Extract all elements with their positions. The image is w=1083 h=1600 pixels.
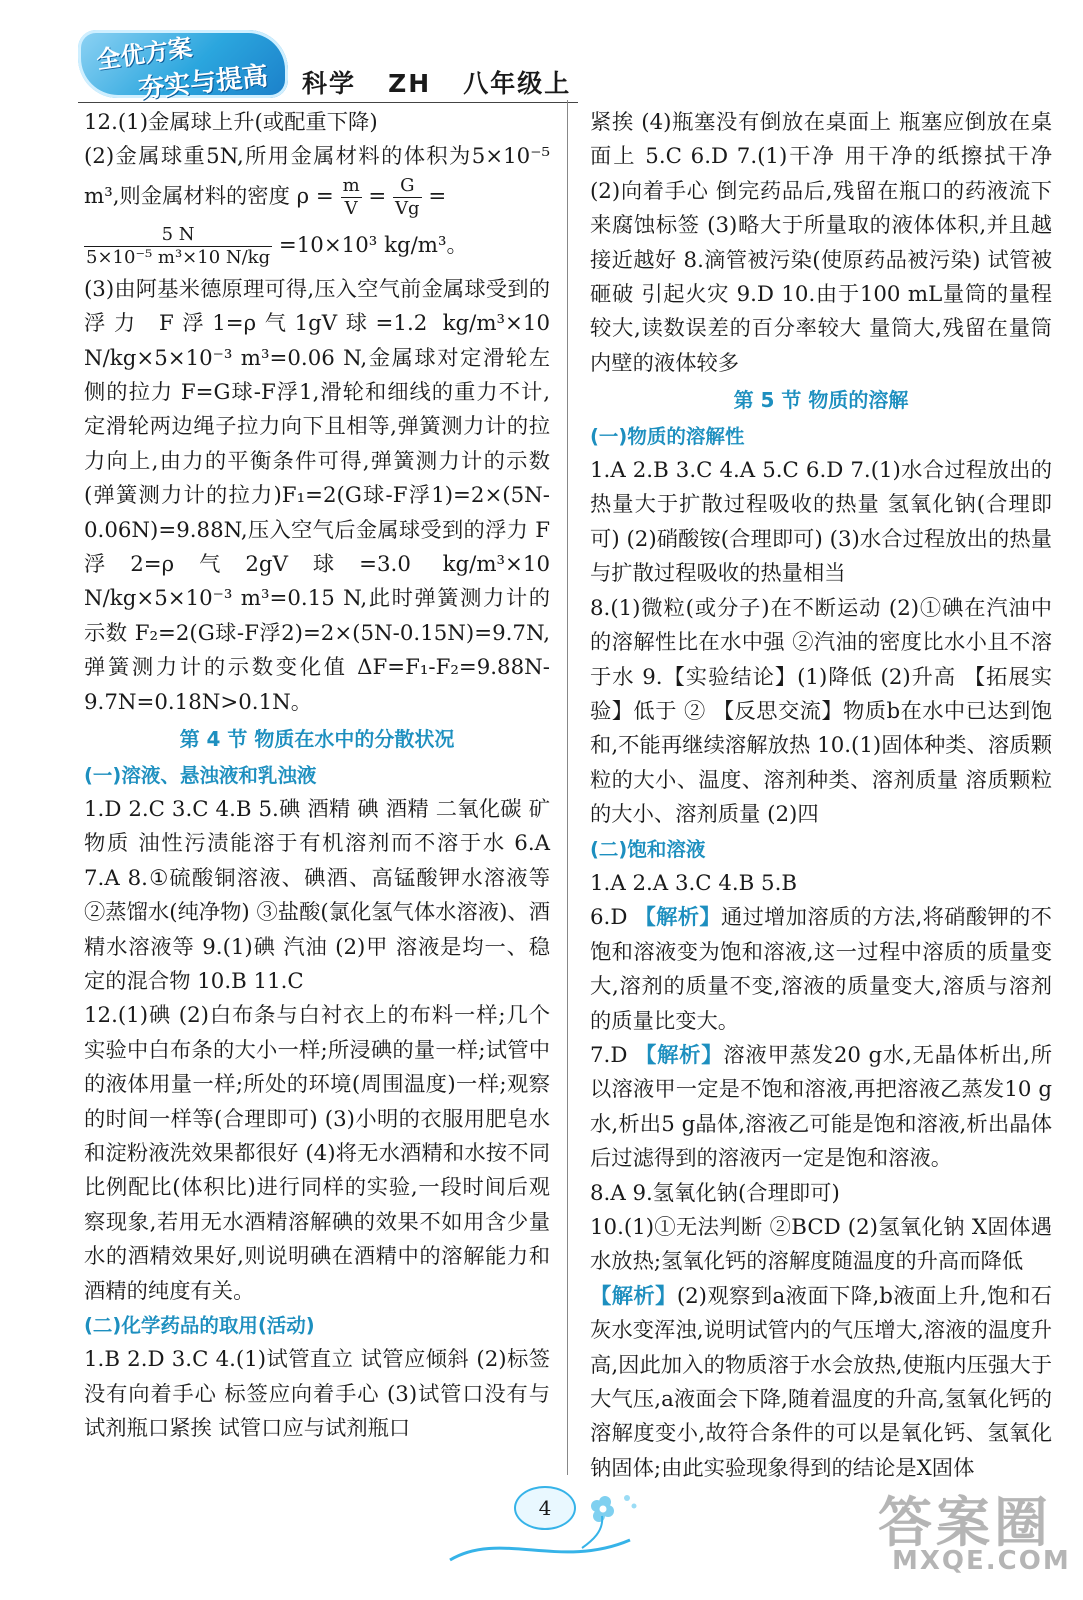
answer-6-analysis: 通过增加溶质的方法,将硝酸钾的不饱和溶液变为饱和溶液,这一过程中溶质的质量变大,溶剂的质量不变,溶液的质量变大,溶质与溶剂的质量比变大。 [590, 905, 1052, 1034]
answer-12-3: (3)由阿基米德原理可得,压入空气前金属球受到的浮力 F浮1=ρ气1gV球=1.2 kg/m³×10 N/kg×5×10⁻³ m³=0.06 N,金属球对定滑轮左侧的拉力 F=G球-F浮1,滑轮和细线的重力不计,定滑轮两边绳子拉力向下且相等,弹簧测力计的拉力向上,由力的平衡条件可得,弹簧测力计的示数(弹簧测力计的拉力)F₁=2(G球-F浮1)=2×(5N-0.06N)=9.88N,压入空气后金属球受到的浮力 F浮2=ρ气2gV球=3.0 kg/m³×10 N/kg×5×10⁻³ m³=0.15 N,此时弹簧测力计的示数 F₂=2(G球-F浮2)=2×(5N-0.15N)=9.7N,弹簧测力计的示数变化值 ΔF=F₁-F₂=9.88N-9.7N=0.18N>0.1N。 [84, 276, 550, 715]
fraction-numerator: m [342, 174, 360, 196]
answers-5-8-9: 8.A 9.氢氧化钠(合理即可) [590, 1180, 840, 1206]
answers-4-2-continued: 紧挨 (4)瓶塞没有倒放在桌面上 瓶塞应倒放在桌面上 5.C 6.D 7.(1)干净 用干净的纸擦拭干净 (2)向着手心 倒完药品后,残留在瓶口的药液流下来腐蚀标签 (3)略大于所量取的液体体积,并且越接近越好 8.滴管被污染(使原药品被污染) 试管被砸破 引起火灾 9.D 10.由于100 mL量筒的量程较大,读数误差的百分率较大 量筒大,残留在量筒内壁的液体较多 [590, 110, 1052, 376]
fraction-numerator: 5 N [84, 224, 272, 247]
density-result: =10×10³ kg/m³。 [272, 232, 468, 258]
logo-line1: 全优方案 [94, 33, 194, 75]
answers-5-1: 1.A 2.B 3.C 4.A 5.C 6.D 7.(1)水合过程放出的热量大于扩散过程吸收的热量 氢氧化钠(合理即可) (2)硝酸铵(合理即可) (3)水合过程放出的热量与扩散过程吸收的热量相当 [590, 458, 1052, 587]
answer-5-7 [590, 1039, 1052, 1177]
answer-7-key: 7.D [590, 1042, 635, 1068]
answer-5-10: 10.(1)①无法判断 ②BCD (2)氢氧化钠 X固体遇水放热;氢氧化钙的溶解度随温度的升高而降低 [590, 1215, 1052, 1275]
page-number: 4 [514, 1486, 576, 1530]
fraction-density [84, 224, 272, 269]
fraction-denominator: Vg [395, 197, 420, 219]
subsection-saturated: (二)饱和溶液 [590, 837, 706, 861]
answers-4-2: 1.B 2.D 3.C 4.(1)试管直立 试管应倾斜 (2)标签没有向着手心 标签应向着手心 (3)试管口没有与试剂瓶口紧挨 试管口应与试剂瓶口 [84, 1347, 550, 1442]
answer-12-2-text: (2)金属球重5N,所用金属材料的体积为5×10⁻⁵ m³,则金属材料的密度 ρ = [84, 144, 550, 209]
subsection-chemical-handling: (二)化学药品的取用(活动) [84, 1314, 315, 1337]
watermark-text: 答案圈 [878, 1491, 1052, 1554]
site-watermark [870, 1480, 1070, 1590]
answers-5-2: 1.A 2.A 3.C 4.B 5.B [590, 870, 798, 896]
fraction-m-over-v [341, 175, 362, 220]
answer-4-12: 12.(1)碘 (2)白布条与白衬衣上的布料一样;几个实验中白布条的大小一样;所浸碘的量一样;试管中的液体用量一样;所处的环境(周围温度)一样;观察的时间一样等(合理即可) (3)小明的衣服用肥皂水和淀粉液洗效果都很好 (4)将无水酒精和水按不同比例配比(体积比)进行同样的实验,一段时间后观察现象,若用无水酒精溶解碘的效果不如用含少量水的酒精效果好,则说明碘在酒精中的溶解能力和酒精的纯度有关。 [84, 1003, 550, 1304]
answer-6-key: 6.D [590, 905, 635, 931]
answer-5-10-analysis [590, 1280, 1052, 1486]
answers-5-8: 8.(1)微粒(或分子)在不断运动 (2)①碘在汽油中的溶解性比在水中强 ②汽油的密度比水小且不溶于水 9.【实验结论】(1)降低 (2)升高 【拓展实验】低于 ② 【反思交流】物质b在水中已达到饱和,不能再继续溶解放热 10.(1)固体种类、溶质颗粒的大小、温度、溶剂种类、溶剂质量 溶质颗粒的大小、溶剂质量 (2)四 [590, 595, 1052, 828]
subsection-solutions: (一)溶液、悬浊液和乳浊液 [84, 763, 317, 787]
answer-12-2-result [84, 224, 550, 269]
analysis-tag: 【解析】 [634, 1042, 724, 1068]
analysis-tag: 【解析】 [590, 1283, 677, 1309]
subject-title: 科学 ZH 八年级上 [302, 69, 572, 98]
answer-5-6 [590, 901, 1052, 1039]
logo-line2: 夯实与提高 [137, 61, 270, 105]
right-column [590, 106, 1052, 1486]
series-logo [78, 30, 288, 105]
fraction-denominator: 5×10⁻⁵ m³×10 N/kg [86, 246, 271, 268]
section-4-title: 第 4 节 物质在水中的分散状况 [179, 727, 455, 752]
answers-4-1: 1.D 2.C 3.C 4.B 5.碘 酒精 碘 酒精 二氧化碳 矿物质 油性污渍能溶于有机溶剂而不溶于水 6.A 7.A 8.①硫酸铜溶液、碘酒、高锰酸钾水溶液等 ②蒸馏水(纯净物) ③盐酸(氯化氢气体水溶液)、酒精水溶液等 9.(1)碘 汽油 (2)甲 溶液是均一、稳定的混合物 10.B 11.C [84, 796, 550, 994]
fraction-denominator: V [344, 197, 358, 219]
analysis-tag: 【解析】 [634, 905, 721, 931]
header-rule [78, 102, 578, 103]
answer-12-2: (2)金属球重5N,所用金属材料的体积为5×10⁻⁵ m³,则金属材料的密度 ρ = $\frac{m}{V}$ = $\frac{G}{Vg}$ = [84, 144, 550, 219]
answer-10-analysis: (2)观察到a液面下降,b液面上升,饱和石灰水变浑浊,说明试管内的气压增大,溶液的温度升高,因此加入的物质溶于水会放热,使瓶内压强大于大气压,a液面会下降,随着温度的升高,氢氧化钙的溶解度变小,故符合条件的可以是氧化钙、氢氧化钠固体;由此实验现象得到的结论是X固体 [590, 1283, 1052, 1481]
fraction-numerator: G [393, 175, 422, 198]
watermark-url: MXQE.COM [892, 1546, 1071, 1576]
flower-icon [572, 1486, 662, 1556]
subsection-solubility: (一)物质的溶解性 [590, 424, 745, 448]
page-header [78, 30, 598, 105]
answer-7-analysis: 溶液甲蒸发20 g水,无晶体析出,所以溶液甲一定是不饱和溶液,再把溶液乙蒸发10 g水,析出5 g晶体,溶液乙可能是饱和溶液,析出晶体后过滤得到的溶液丙一定是饱和溶液。 [590, 1042, 1052, 1172]
left-column [84, 106, 550, 1447]
section-5-title: 第 5 节 物质的溶解 [733, 388, 909, 413]
answer-12-1: 12.(1)金属球上升(或配重下降) [84, 110, 378, 135]
fraction-g-over-vg [393, 175, 422, 220]
column-divider [567, 100, 568, 1475]
